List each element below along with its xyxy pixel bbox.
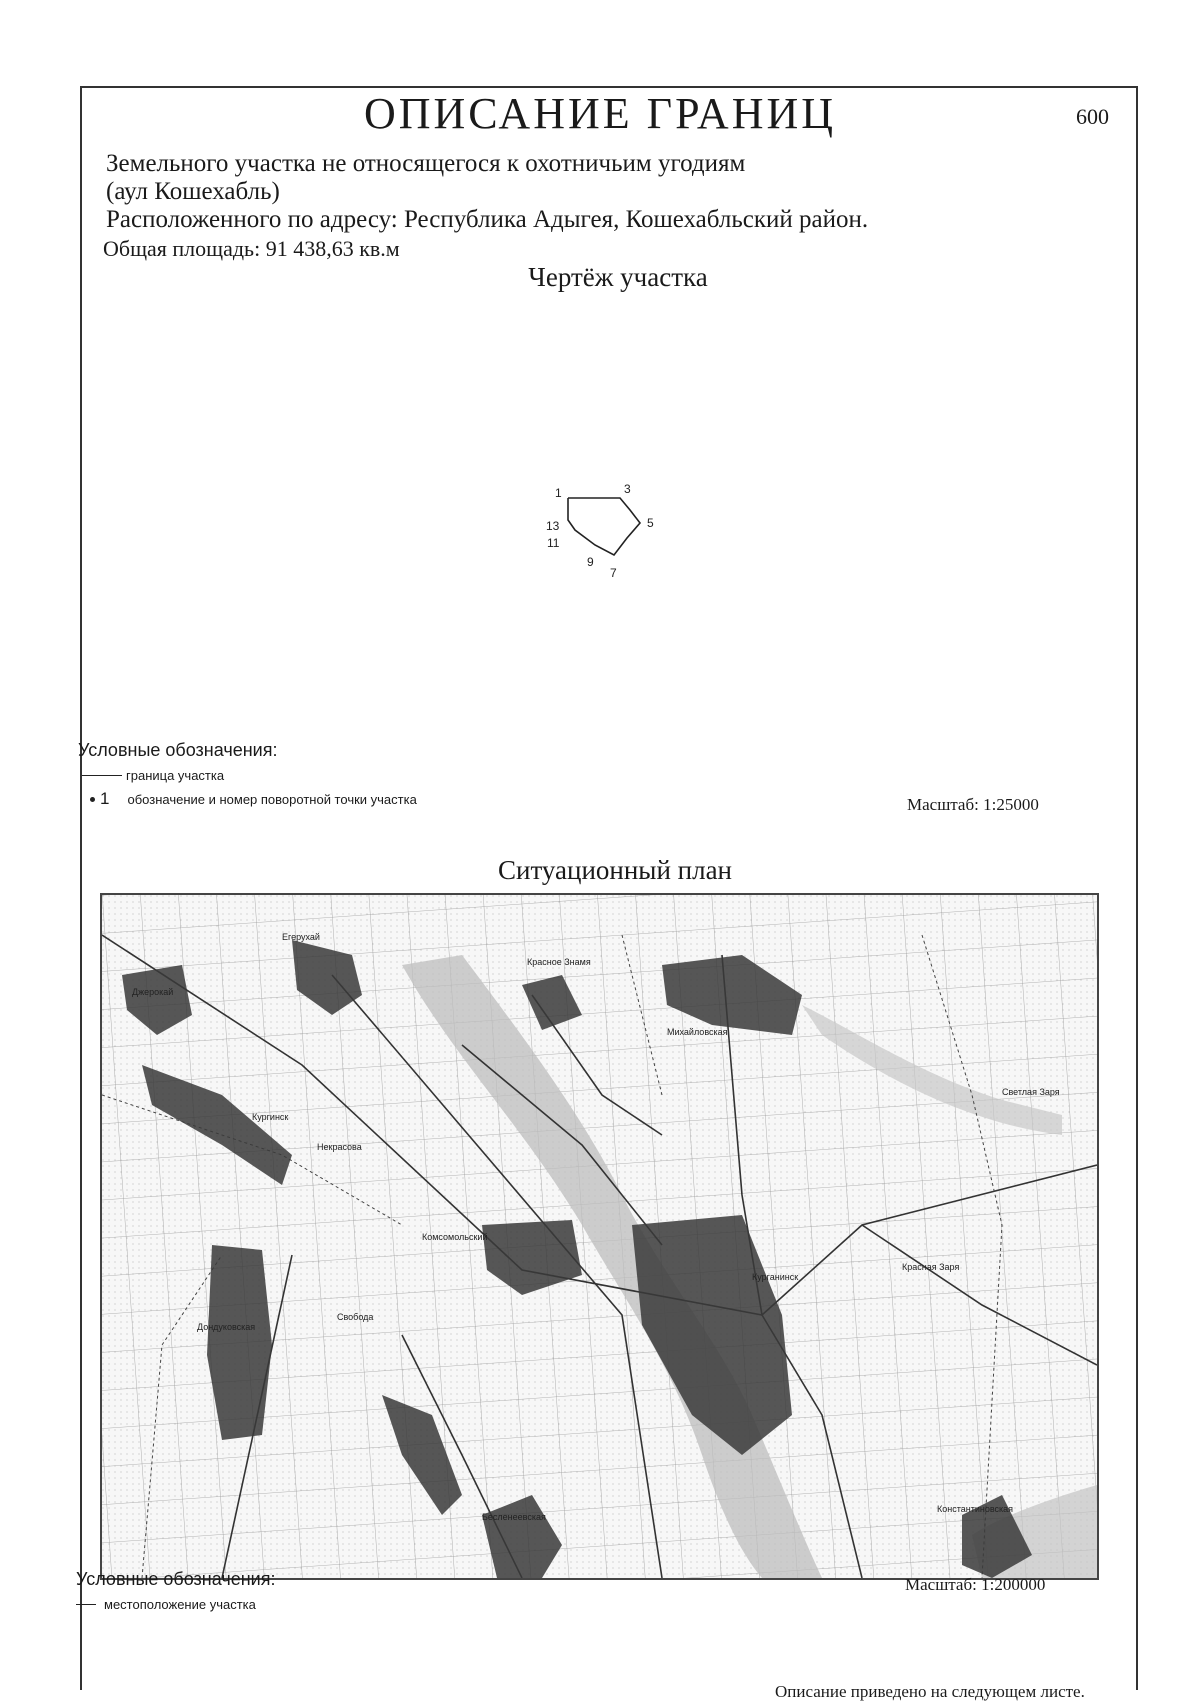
parcel-drawing-title: Чертёж участка — [528, 262, 708, 292]
map-label-10: Бесленеевская — [482, 1512, 546, 1522]
point-label-3: 3 — [624, 482, 631, 496]
point-label-13: 13 — [546, 519, 560, 533]
map-legend-title: Условные обозначения: — [76, 1569, 276, 1589]
point-label-11: 11 — [547, 536, 560, 550]
situation-map — [100, 893, 1099, 1580]
parcel-scale: Масштаб: 1:25000 — [907, 795, 1039, 814]
map-label-2: Красное Знамя — [527, 957, 591, 967]
situation-plan-title: Ситуационный план — [497, 855, 733, 885]
legend-point-number: 1 — [100, 789, 110, 808]
map-label-1: Егерухай — [282, 932, 320, 942]
footer-note: Описание приведено на следующем листе. — [775, 1682, 1085, 1701]
point-label-5: 5 — [647, 516, 654, 530]
sheet-number: 600 — [1076, 104, 1109, 129]
legend-point-row — [90, 789, 417, 809]
legend-boundary-row — [82, 768, 224, 783]
description-line-2: (аул Кошехабль) — [106, 178, 280, 205]
boundary-line-icon — [82, 775, 122, 776]
map-label-9: Свобода — [337, 1312, 374, 1322]
parcel-drawing — [520, 475, 680, 595]
legend-boundary-text: граница участка — [126, 768, 225, 783]
map-legend-location-row — [76, 1597, 256, 1612]
location-line-icon — [76, 1604, 96, 1605]
map-label-13: Константиновская — [937, 1504, 1014, 1514]
map-label-0: Джерокай — [132, 987, 174, 997]
legend-title: Условные обозначения: — [78, 740, 278, 760]
map-scale: Масштаб: 1:200000 — [905, 1575, 1046, 1594]
map-label-7: Комсомольский — [422, 1232, 488, 1242]
map-label-5: Кургинск — [252, 1112, 289, 1122]
point-dot-icon — [90, 797, 95, 802]
document-title: ОПИСАНИЕ ГРАНИЦ — [363, 89, 837, 138]
map-label-3: Михайловская — [667, 1027, 728, 1037]
point-label-1: 1 — [555, 486, 562, 500]
map-label-12: Курганинск — [752, 1272, 799, 1282]
legend-point-text: обозначение и номер поворотной точки участка — [127, 791, 417, 807]
description-line-1: Земельного участка не относящегося к охотничьим угодиям — [106, 150, 746, 177]
map-legend-location-text: местоположение участка — [104, 1597, 256, 1612]
area-line: Общая площадь: 91 438,63 кв.м — [103, 236, 400, 261]
address-line: Расположенного по адресу: Республика Адыгея, Кошехабльский район. — [106, 206, 869, 233]
map-label-6: Некрасова — [317, 1142, 362, 1152]
situation-map-image — [102, 895, 1097, 1578]
point-label-9: 9 — [587, 555, 594, 569]
map-label-8: Дондуковская — [197, 1322, 256, 1332]
point-label-7: 7 — [610, 566, 617, 580]
parcel-boundary — [568, 498, 640, 555]
map-label-11: Красная Заря — [902, 1262, 960, 1272]
map-label-4: Светлая Заря — [1002, 1087, 1060, 1097]
